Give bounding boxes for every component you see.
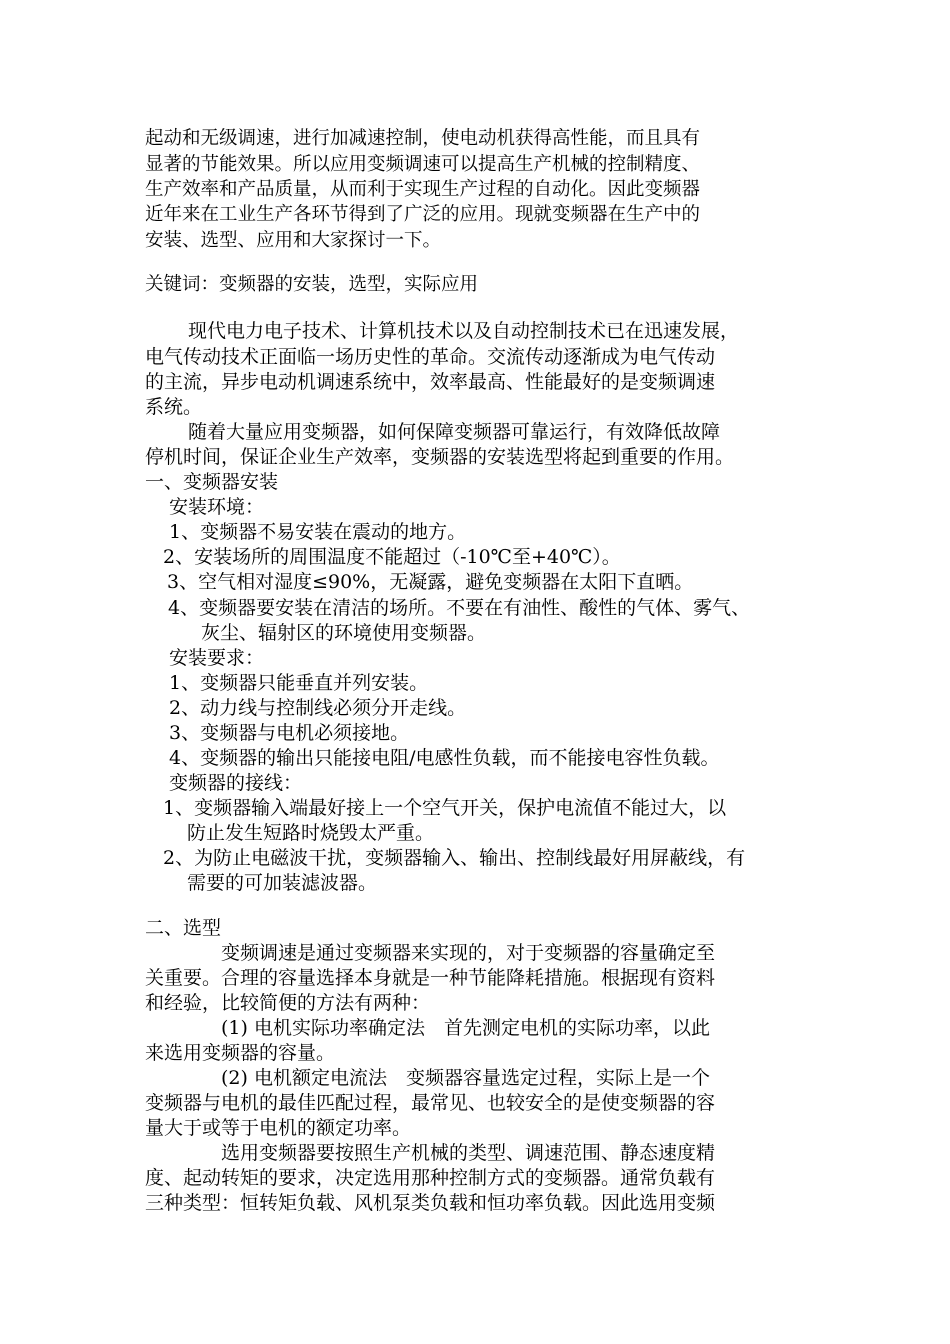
intro-line: 停机时间，保证企业生产效率，变频器的安装选型将起到重要的作用。 — [145, 446, 735, 468]
paragraph-line: 选用变频器要按照生产机械的类型、调速范围、静态速度精 — [221, 1142, 716, 1164]
intro-line: 系统。 — [145, 396, 203, 418]
intro-line: 电气传动技术正面临一场历史性的革命。交流传动逐渐成为电气传动 — [145, 346, 716, 368]
subsection-heading: 安装要求： — [169, 647, 265, 669]
subsection-heading: 变频器的接线： — [169, 772, 303, 794]
keywords-line: 关键词：变频器的安装，选型，实际应用 — [145, 274, 479, 295]
paragraph-line: 度、起动转矩的要求，决定选用那种控制方式的变频器。通常负载有 — [145, 1167, 716, 1189]
list-item: 3、空气相对湿度≤90%，无凝露，避免变频器在太阳下直晒。 — [167, 571, 694, 593]
list-item-continuation: 需要的可加装滤波器。 — [187, 872, 378, 894]
paragraph-line: 变频调速是通过变频器来实现的，对于变频器的容量确定至 — [221, 942, 716, 964]
paragraph-line: 关重要。合理的容量选择本身就是一种节能降耗措施。根据现有资料 — [145, 967, 716, 989]
list-item: 2、安装场所的周围温度不能超过（-10℃至+40℃）。 — [163, 546, 621, 568]
list-item: 4、变频器要安装在清洁的场所。不要在有油性、酸性的气体、雾气、 — [168, 597, 751, 619]
list-item: 1、变频器只能垂直并列安装。 — [169, 672, 429, 694]
paragraph-line: (2) 电机额定电流法 变频器容量选定过程，实际上是一个 — [221, 1067, 710, 1089]
paragraph-line: 和经验，比较简便的方法有两种： — [145, 992, 431, 1014]
intro-line: 现代电力电子技术、计算机技术以及自动控制技术已在迅速发展， — [188, 320, 740, 342]
abstract-line: 近年来在工业生产各环节得到了广泛的应用。现就变频器在生产中的 — [145, 204, 701, 225]
paragraph-line: (1) 电机实际功率确定法 首先测定电机的实际功率，以此 — [221, 1017, 710, 1039]
abstract-line: 安装、选型、应用和大家探讨一下。 — [145, 230, 442, 251]
list-item: 3、变频器与电机必须接地。 — [169, 722, 410, 744]
list-item: 4、变频器的输出只能接电阻/电感性负载，而不能接电容性负载。 — [169, 747, 720, 769]
section-heading: 一、变频器安装 — [145, 471, 279, 493]
subsection-heading: 安装环境： — [169, 496, 265, 518]
list-item-continuation: 灰尘、辐射区的环境使用变频器。 — [201, 622, 487, 644]
list-item-continuation: 防止发生短路时烧毁太严重。 — [187, 822, 435, 844]
section-heading: 二、选型 — [145, 917, 222, 939]
paragraph-line: 来选用变频器的容量。 — [145, 1042, 336, 1064]
intro-line: 随着大量应用变频器，如何保障变频器可靠运行，有效降低故障 — [188, 421, 721, 443]
list-item: 1、变频器输入端最好接上一个空气开关，保护电流值不能过大，以 — [163, 797, 727, 819]
paragraph-line: 三种类型：恒转矩负载、风机泵类负载和恒功率负载。因此选用变频 — [145, 1192, 716, 1214]
abstract-line: 起动和无级调速，进行加减速控制，使电动机获得高性能，而且具有 — [145, 128, 701, 149]
intro-line: 的主流，异步电动机调速系统中，效率最高、性能最好的是变频调速 — [145, 371, 716, 393]
abstract-line: 显著的节能效果。所以应用变频调速可以提高生产机械的控制精度、 — [145, 154, 701, 175]
list-item: 1、变频器不易安装在震动的地方。 — [169, 521, 467, 543]
paragraph-line: 变频器与电机的最佳匹配过程，最常见、也较安全的是使变频器的容 — [145, 1092, 716, 1114]
list-item: 2、为防止电磁波干扰，变频器输入、输出、控制线最好用屏蔽线，有 — [163, 847, 746, 869]
list-item: 2、动力线与控制线必须分开走线。 — [169, 697, 467, 719]
paragraph-line: 量大于或等于电机的额定功率。 — [145, 1117, 412, 1139]
abstract-line: 生产效率和产品质量，从而利于实现生产过程的自动化。因此变频器 — [145, 179, 701, 200]
